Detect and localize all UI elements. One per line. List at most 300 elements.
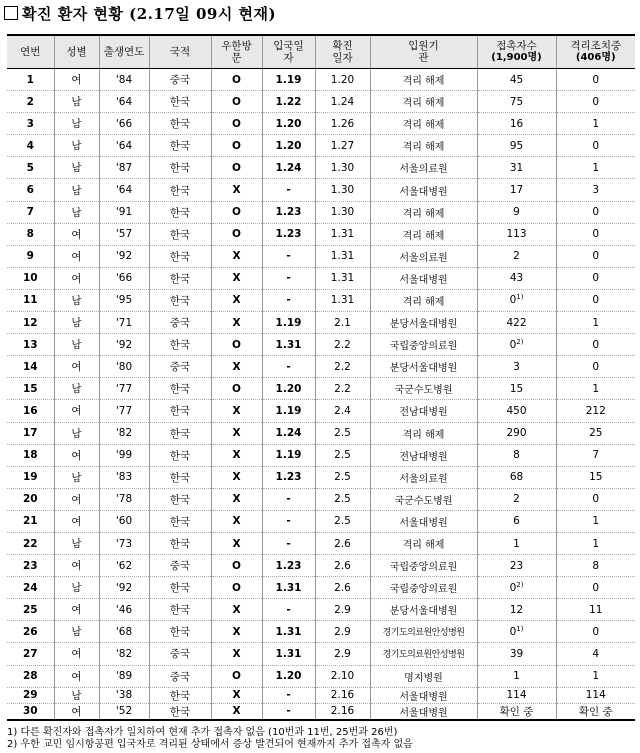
cell-entry-date: -	[262, 179, 315, 201]
cell-wuhan-visit: O	[211, 69, 262, 91]
cell-wuhan-visit: O	[211, 135, 262, 157]
cell-confirm-date: 2.9	[315, 621, 370, 643]
cell-nationality: 한국	[149, 577, 211, 599]
cell-isolation: 0	[556, 356, 635, 378]
cell-birth: '46	[99, 599, 149, 621]
cell-isolation: 0	[556, 135, 635, 157]
cell-birth: '52	[99, 703, 149, 720]
cell-contacts: 114	[477, 687, 556, 703]
cell-no: 30	[7, 703, 54, 720]
cell-confirm-date: 2.5	[315, 422, 370, 444]
cell-contacts: 113	[477, 223, 556, 245]
cell-isolation: 0	[556, 267, 635, 289]
cell-isolation: 11	[556, 599, 635, 621]
cell-isolation: 4	[556, 643, 635, 665]
cell-hospital: 서울대병원	[370, 179, 477, 201]
footnote-2: 2) 우한 교민 임시항공편 입국자로 격리된 상태에서 증상 발견되어 현재까지 추가 접촉자 없음	[7, 739, 413, 750]
cell-wuhan-visit: X	[211, 422, 262, 444]
table-row	[7, 91, 635, 113]
cell-entry-date: 1.23	[262, 223, 315, 245]
cell-hospital: 분당서울대병원	[370, 599, 477, 621]
cell-no: 1	[7, 69, 54, 91]
cell-contacts: 31	[477, 157, 556, 179]
cell-sex: 남	[54, 312, 99, 334]
table-row	[7, 510, 635, 532]
cell-nationality: 한국	[149, 267, 211, 289]
cell-hospital: 국립중앙의료원	[370, 555, 477, 577]
cell-hospital: 격리 해제	[370, 69, 477, 91]
cell-nationality: 중국	[149, 643, 211, 665]
cell-contacts: 15	[477, 378, 556, 400]
cell-sex: 여	[54, 488, 99, 510]
cell-isolation: 25	[556, 422, 635, 444]
cell-birth: '66	[99, 267, 149, 289]
cell-hospital: 전남대병원	[370, 444, 477, 466]
cell-isolation: 3	[556, 179, 635, 201]
cell-birth: '66	[99, 113, 149, 135]
cell-nationality: 한국	[149, 91, 211, 113]
table-row	[7, 289, 635, 311]
cell-wuhan-visit: X	[211, 312, 262, 334]
cell-contacts: 12	[477, 599, 556, 621]
cell-isolation: 8	[556, 555, 635, 577]
cell-hospital: 격리 해제	[370, 289, 477, 311]
cell-birth: '89	[99, 665, 149, 687]
cell-hospital: 국립중앙의료원	[370, 334, 477, 356]
cell-isolation: 0	[556, 223, 635, 245]
cell-confirm-date: 2.5	[315, 488, 370, 510]
cell-sex: 여	[54, 400, 99, 422]
cell-confirm-date: 1.27	[315, 135, 370, 157]
cell-confirm-date: 2.9	[315, 643, 370, 665]
cell-birth: '71	[99, 312, 149, 334]
cell-hospital: 서울대병원	[370, 703, 477, 720]
cell-wuhan-visit: O	[211, 334, 262, 356]
cell-contacts: 43	[477, 267, 556, 289]
cell-birth: '82	[99, 422, 149, 444]
cell-wuhan-visit: O	[211, 201, 262, 223]
cell-hospital: 격리 해제	[370, 422, 477, 444]
cell-sex: 남	[54, 334, 99, 356]
cell-sex: 남	[54, 621, 99, 643]
cell-nationality: 한국	[149, 488, 211, 510]
cell-wuhan-visit: O	[211, 157, 262, 179]
cell-entry-date: -	[262, 245, 315, 267]
cell-nationality: 중국	[149, 69, 211, 91]
cell-confirm-date: 2.6	[315, 555, 370, 577]
cell-sex: 남	[54, 466, 99, 488]
cell-no: 15	[7, 378, 54, 400]
cell-isolation: 0	[556, 201, 635, 223]
table-row	[7, 422, 635, 444]
cell-nationality: 한국	[149, 687, 211, 703]
cell-nationality: 한국	[149, 532, 211, 554]
table-row	[7, 201, 635, 223]
cell-isolation: 114	[556, 687, 635, 703]
cell-nationality: 한국	[149, 289, 211, 311]
cell-confirm-date: 1.31	[315, 289, 370, 311]
cell-no: 24	[7, 577, 54, 599]
footnote-1: 1) 다른 확진자와 접촉자가 일치하여 현재 추가 접촉자 없음 (10번과 11번, 25번과 26번)	[7, 727, 398, 738]
cell-contacts: 39	[477, 643, 556, 665]
cell-sex: 남	[54, 577, 99, 599]
cell-sex: 남	[54, 91, 99, 113]
cell-contacts: 확인 중	[477, 703, 556, 720]
table-row	[7, 599, 635, 621]
cell-sex: 남	[54, 378, 99, 400]
cell-nationality: 한국	[149, 201, 211, 223]
cell-no: 28	[7, 665, 54, 687]
cell-birth: '64	[99, 91, 149, 113]
cell-nationality: 한국	[149, 510, 211, 532]
cell-no: 7	[7, 201, 54, 223]
cell-sex: 남	[54, 157, 99, 179]
cell-entry-date: 1.31	[262, 334, 315, 356]
table-row	[7, 444, 635, 466]
cell-contacts: 0$^{2)}$	[477, 577, 556, 599]
cell-birth: '92	[99, 245, 149, 267]
header-sex: 성별	[54, 35, 99, 69]
cell-hospital: 명지병원	[370, 665, 477, 687]
cell-confirm-date: 1.20	[315, 69, 370, 91]
cell-birth: '62	[99, 555, 149, 577]
cell-contacts: 23	[477, 555, 556, 577]
cell-isolation: 1	[556, 665, 635, 687]
cell-no: 23	[7, 555, 54, 577]
cell-hospital: 국군수도병원	[370, 378, 477, 400]
cell-contacts: 16	[477, 113, 556, 135]
cell-contacts: 45	[477, 69, 556, 91]
cell-sex: 남	[54, 422, 99, 444]
cell-wuhan-visit: O	[211, 555, 262, 577]
cell-hospital: 격리 해제	[370, 201, 477, 223]
cell-wuhan-visit: O	[211, 665, 262, 687]
cell-nationality: 한국	[149, 599, 211, 621]
cell-entry-date: 1.31	[262, 643, 315, 665]
cell-confirm-date: 1.26	[315, 113, 370, 135]
table-row	[7, 577, 635, 599]
table-row	[7, 179, 635, 201]
cell-hospital: 경기도의료원안성병원	[370, 621, 477, 643]
cell-sex: 여	[54, 444, 99, 466]
cell-birth: '60	[99, 510, 149, 532]
cell-hospital: 서울대병원	[370, 267, 477, 289]
cell-nationality: 한국	[149, 703, 211, 720]
cell-hospital: 분당서울대병원	[370, 312, 477, 334]
cell-confirm-date: 1.30	[315, 157, 370, 179]
cell-wuhan-visit: O	[211, 223, 262, 245]
cell-nationality: 한국	[149, 400, 211, 422]
cell-nationality: 한국	[149, 245, 211, 267]
cell-nationality: 한국	[149, 422, 211, 444]
page-title	[4, 3, 276, 24]
cell-hospital: 분당서울대병원	[370, 356, 477, 378]
cell-confirm-date: 2.16	[315, 687, 370, 703]
cell-hospital: 격리 해제	[370, 223, 477, 245]
cell-sex: 남	[54, 113, 99, 135]
cell-wuhan-visit: X	[211, 599, 262, 621]
cell-nationality: 한국	[149, 113, 211, 135]
cell-no: 6	[7, 179, 54, 201]
cell-confirm-date: 1.31	[315, 267, 370, 289]
cell-birth: '95	[99, 289, 149, 311]
footnotes	[7, 727, 413, 751]
cell-birth: '92	[99, 577, 149, 599]
cell-no: 21	[7, 510, 54, 532]
cell-birth: '99	[99, 444, 149, 466]
cell-confirm-date: 2.5	[315, 444, 370, 466]
cell-entry-date: 1.23	[262, 555, 315, 577]
cell-no: 9	[7, 245, 54, 267]
cell-no: 27	[7, 643, 54, 665]
table-row	[7, 643, 635, 665]
cell-wuhan-visit: O	[211, 577, 262, 599]
table-row	[7, 135, 635, 157]
cell-entry-date: 1.19	[262, 400, 315, 422]
table-row	[7, 703, 635, 720]
header-row	[7, 35, 635, 69]
cell-entry-date: 1.19	[262, 69, 315, 91]
cell-entry-date: 1.22	[262, 91, 315, 113]
cell-no: 12	[7, 312, 54, 334]
cell-contacts: 422	[477, 312, 556, 334]
cell-sex: 남	[54, 135, 99, 157]
table-row	[7, 356, 635, 378]
cell-isolation: 0	[556, 69, 635, 91]
title-main: 확진 환자 현황	[22, 5, 124, 23]
cell-entry-date: 1.31	[262, 621, 315, 643]
cell-confirm-date: 2.5	[315, 510, 370, 532]
table-row	[7, 113, 635, 135]
cell-contacts: 6	[477, 510, 556, 532]
cell-sex: 남	[54, 201, 99, 223]
table-row	[7, 621, 635, 643]
cell-isolation: 0	[556, 289, 635, 311]
cell-contacts: 68	[477, 466, 556, 488]
cell-sex: 여	[54, 245, 99, 267]
cell-entry-date: -	[262, 703, 315, 720]
cell-isolation: 212	[556, 400, 635, 422]
table-row	[7, 223, 635, 245]
cell-contacts: 9	[477, 201, 556, 223]
cell-nationality: 한국	[149, 466, 211, 488]
cell-wuhan-visit: X	[211, 245, 262, 267]
cell-confirm-date: 1.30	[315, 201, 370, 223]
cell-confirm-date: 1.31	[315, 223, 370, 245]
cell-sex: 여	[54, 69, 99, 91]
cell-confirm-date: 2.10	[315, 665, 370, 687]
footnote-marker: 1)	[516, 293, 524, 302]
header-nationality: 국적	[149, 35, 211, 69]
cell-no: 22	[7, 532, 54, 554]
cell-wuhan-visit: X	[211, 510, 262, 532]
footnote-marker: 2)	[516, 580, 524, 589]
table-body	[7, 69, 635, 720]
cell-no: 14	[7, 356, 54, 378]
cell-entry-date: 1.23	[262, 466, 315, 488]
header-confirm-date: 확진일자	[315, 35, 370, 69]
cell-confirm-date: 2.6	[315, 577, 370, 599]
cell-isolation: 1	[556, 312, 635, 334]
cell-wuhan-visit: X	[211, 466, 262, 488]
cell-no: 29	[7, 687, 54, 703]
cell-contacts: 0$^{2)}$	[477, 334, 556, 356]
cell-entry-date: -	[262, 267, 315, 289]
cell-nationality: 한국	[149, 444, 211, 466]
cell-wuhan-visit: O	[211, 378, 262, 400]
cell-no: 5	[7, 157, 54, 179]
checkbox-square-icon	[4, 6, 18, 20]
cell-no: 8	[7, 223, 54, 245]
cell-nationality: 한국	[149, 157, 211, 179]
cell-hospital: 서울대병원	[370, 687, 477, 703]
cell-wuhan-visit: X	[211, 356, 262, 378]
cell-contacts: 0$^{1)}$	[477, 621, 556, 643]
cell-sex: 여	[54, 555, 99, 577]
cell-isolation: 0	[556, 577, 635, 599]
cell-isolation: 1	[556, 510, 635, 532]
cell-confirm-date: 2.5	[315, 466, 370, 488]
cell-nationality: 한국	[149, 378, 211, 400]
cell-wuhan-visit: X	[211, 703, 262, 720]
cell-entry-date: 1.19	[262, 444, 315, 466]
cell-contacts: 2	[477, 488, 556, 510]
cell-contacts: 75	[477, 91, 556, 113]
cell-no: 10	[7, 267, 54, 289]
cell-confirm-date: 2.2	[315, 334, 370, 356]
cell-sex: 여	[54, 356, 99, 378]
cell-nationality: 중국	[149, 356, 211, 378]
cell-no: 25	[7, 599, 54, 621]
cell-confirm-date: 1.31	[315, 245, 370, 267]
footnote-marker: 2)	[516, 337, 524, 346]
header-hospital: 입원기관	[370, 35, 477, 69]
cell-birth: '77	[99, 378, 149, 400]
cell-entry-date: -	[262, 687, 315, 703]
cell-isolation: 7	[556, 444, 635, 466]
cell-wuhan-visit: X	[211, 532, 262, 554]
cell-entry-date: 1.20	[262, 665, 315, 687]
cell-contacts: 95	[477, 135, 556, 157]
cell-hospital: 격리 해제	[370, 113, 477, 135]
cell-entry-date: 1.23	[262, 201, 315, 223]
cell-entry-date: 1.20	[262, 378, 315, 400]
cell-sex: 여	[54, 703, 99, 720]
cell-birth: '84	[99, 69, 149, 91]
cell-wuhan-visit: X	[211, 400, 262, 422]
cell-sex: 여	[54, 223, 99, 245]
cell-entry-date: 1.20	[262, 135, 315, 157]
cell-birth: '64	[99, 179, 149, 201]
cell-birth: '73	[99, 532, 149, 554]
cell-contacts: 3	[477, 356, 556, 378]
cell-confirm-date: 2.6	[315, 532, 370, 554]
table-row	[7, 532, 635, 554]
cell-sex: 남	[54, 179, 99, 201]
cell-wuhan-visit: O	[211, 113, 262, 135]
table-row	[7, 555, 635, 577]
cell-sex: 여	[54, 510, 99, 532]
cell-entry-date: -	[262, 356, 315, 378]
cell-birth: '57	[99, 223, 149, 245]
cell-birth: '77	[99, 400, 149, 422]
header-contacts: 접촉자수 (1,900명)	[477, 35, 556, 69]
cell-contacts: 2	[477, 245, 556, 267]
cell-isolation: 15	[556, 466, 635, 488]
cell-entry-date: -	[262, 599, 315, 621]
cell-no: 16	[7, 400, 54, 422]
cell-hospital: 격리 해제	[370, 91, 477, 113]
cell-contacts: 8	[477, 444, 556, 466]
table-row	[7, 466, 635, 488]
cell-contacts: 1	[477, 665, 556, 687]
cell-birth: '68	[99, 621, 149, 643]
cell-isolation: 0	[556, 91, 635, 113]
cell-contacts: 290	[477, 422, 556, 444]
cell-hospital: 국립중앙의료원	[370, 577, 477, 599]
cell-contacts: 450	[477, 400, 556, 422]
cell-contacts: 1	[477, 532, 556, 554]
cell-sex: 남	[54, 289, 99, 311]
cell-nationality: 중국	[149, 665, 211, 687]
cell-birth: '64	[99, 135, 149, 157]
cell-isolation: 0	[556, 334, 635, 356]
cell-sex: 남	[54, 532, 99, 554]
cell-nationality: 중국	[149, 555, 211, 577]
table-row	[7, 488, 635, 510]
cell-hospital: 서울의료원	[370, 157, 477, 179]
cell-nationality: 한국	[149, 179, 211, 201]
cell-wuhan-visit: X	[211, 488, 262, 510]
cell-sex: 여	[54, 599, 99, 621]
cell-confirm-date: 2.16	[315, 703, 370, 720]
cell-confirm-date: 1.30	[315, 179, 370, 201]
cell-birth: '78	[99, 488, 149, 510]
cell-entry-date: 1.24	[262, 157, 315, 179]
cell-entry-date: -	[262, 532, 315, 554]
cell-nationality: 중국	[149, 312, 211, 334]
cell-hospital: 격리 해제	[370, 135, 477, 157]
cell-entry-date: -	[262, 289, 315, 311]
cell-birth: '91	[99, 201, 149, 223]
cell-wuhan-visit: X	[211, 444, 262, 466]
table-row	[7, 687, 635, 703]
cell-wuhan-visit: X	[211, 621, 262, 643]
table-row	[7, 69, 635, 91]
cell-wuhan-visit: O	[211, 91, 262, 113]
cell-isolation: 1	[556, 113, 635, 135]
cell-hospital: 서울대병원	[370, 510, 477, 532]
cell-no: 2	[7, 91, 54, 113]
cell-hospital: 경기도의료원안성병원	[370, 643, 477, 665]
cell-confirm-date: 2.2	[315, 378, 370, 400]
cell-confirm-date: 2.9	[315, 599, 370, 621]
cell-isolation: 0	[556, 488, 635, 510]
cell-nationality: 한국	[149, 334, 211, 356]
cell-contacts: 17	[477, 179, 556, 201]
table-row	[7, 400, 635, 422]
table-row	[7, 267, 635, 289]
cell-confirm-date: 1.24	[315, 91, 370, 113]
cell-birth: '82	[99, 643, 149, 665]
cell-no: 11	[7, 289, 54, 311]
cell-hospital: 서울의료원	[370, 466, 477, 488]
cell-entry-date: 1.20	[262, 113, 315, 135]
table-row	[7, 334, 635, 356]
cell-hospital: 서울의료원	[370, 245, 477, 267]
footnote-marker: 1)	[516, 624, 524, 633]
cell-nationality: 한국	[149, 135, 211, 157]
